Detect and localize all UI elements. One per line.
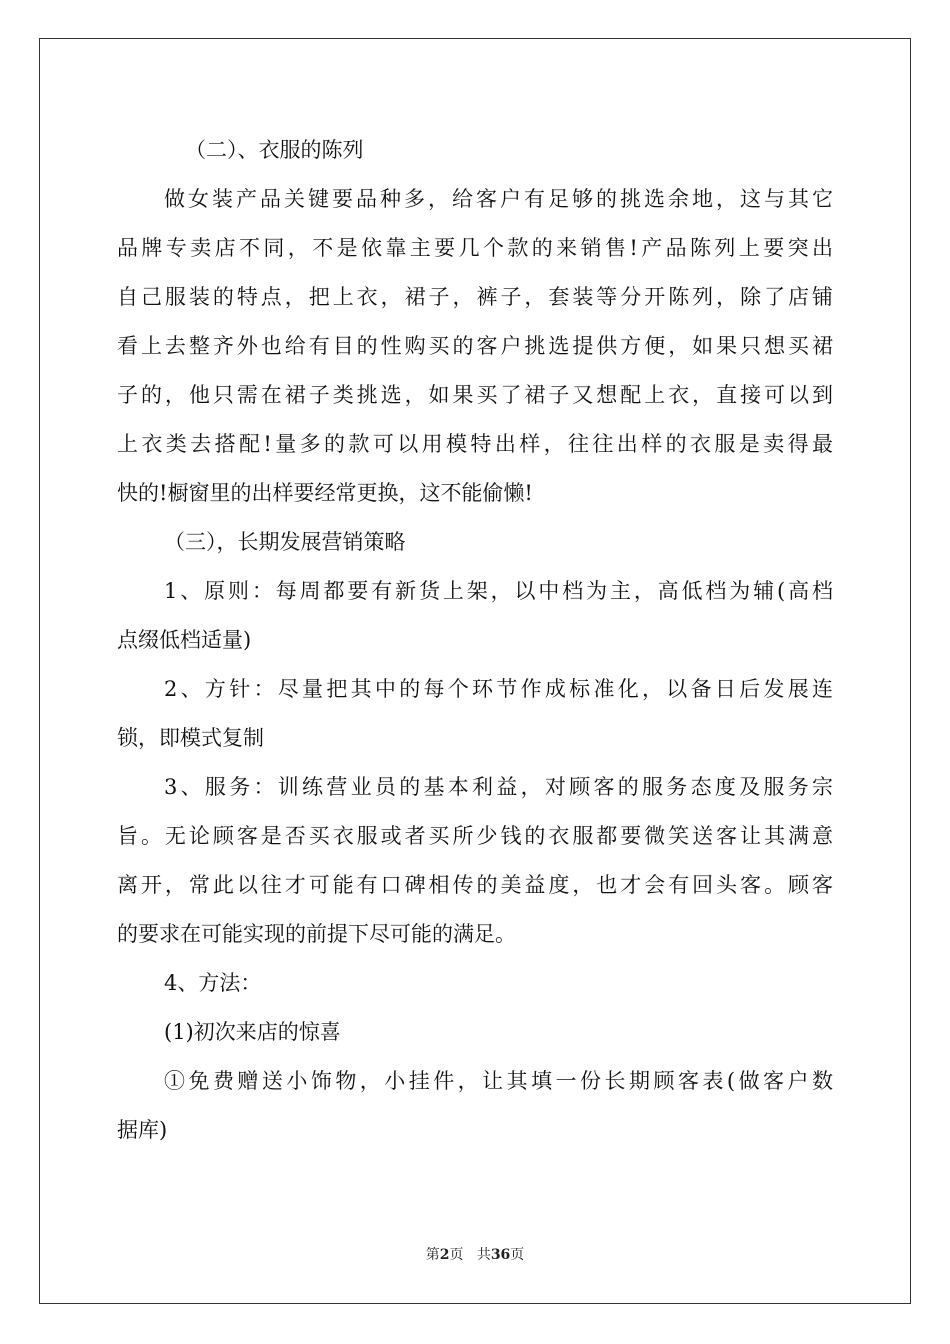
paragraph-line: 据库) [117,1118,168,1142]
paragraph-line: 的要求在可能实现的前提下尽可能的满足。 [117,922,516,946]
paragraph-line: 上衣类去搭配!量多的款可以用模特出样，往往出样的衣服是卖得最 [117,432,833,456]
footer-total-prefix: 共 [476,1247,491,1263]
paragraph-line: 离开，常此以往才可能有口碑相传的美益度，也才会有回头客。顾客 [117,873,833,897]
footer-page-suffix: 页 [449,1247,464,1263]
page-footer [0,1244,950,1264]
footer-total-pages: 36 [490,1247,511,1263]
section-heading-strategy: （三），长期发展营销策略 [164,530,406,554]
paragraph-line: 快的!橱窗里的出样要经常更换，这不能偷懒! [117,481,533,505]
paragraph-line: 看上去整齐外也给有目的性购买的客户挑选提供方便，如果只想买裙 [117,334,833,358]
paragraph-line: 旨。无论顾客是否买衣服或者买所少钱的衣服都要微笑送客让其满意 [117,824,833,848]
section-heading-display: （二）、衣服的陈列 [185,138,364,162]
paragraph-line: 4、方法： [164,971,262,995]
paragraph-line: 做女装产品关键要品种多，给客户有足够的挑选余地，这与其它 [164,187,833,211]
footer-page-number: 2 [439,1247,450,1263]
paragraph-line: 自己服装的特点，把上衣，裙子，裤子，套装等分开陈列，除了店铺 [117,285,833,309]
paragraph-line: 锁，即模式复制 [117,726,264,750]
paragraph-line: 2、方针：尽量把其中的每个环节作成标准化，以备日后发展连 [164,677,833,701]
paragraph-line: 1、原则：每周都要有新货上架，以中档为主，高低档为辅(高档 [164,579,833,603]
document-body [117,126,833,1155]
paragraph-line: 品牌专卖店不同，不是依靠主要几个款的来销售!产品陈列上要突出 [117,236,833,260]
paragraph-line: 3、服务：训练营业员的基本利益，对顾客的服务态度及服务宗 [164,775,833,799]
paragraph-line: 点缀低档适量) [117,628,252,652]
paragraph-line: 子的，他只需在裙子类挑选，如果买了裙子又想配上衣，直接可以到 [117,383,833,407]
footer-total-suffix: 页 [510,1247,525,1263]
paragraph-line: (1)初次来店的惊喜 [164,1020,341,1044]
footer-page-prefix: 第 [425,1247,440,1263]
paragraph-line: ①免费赠送小饰物，小挂件，让其填一份长期顾客表(做客户数 [164,1069,833,1093]
